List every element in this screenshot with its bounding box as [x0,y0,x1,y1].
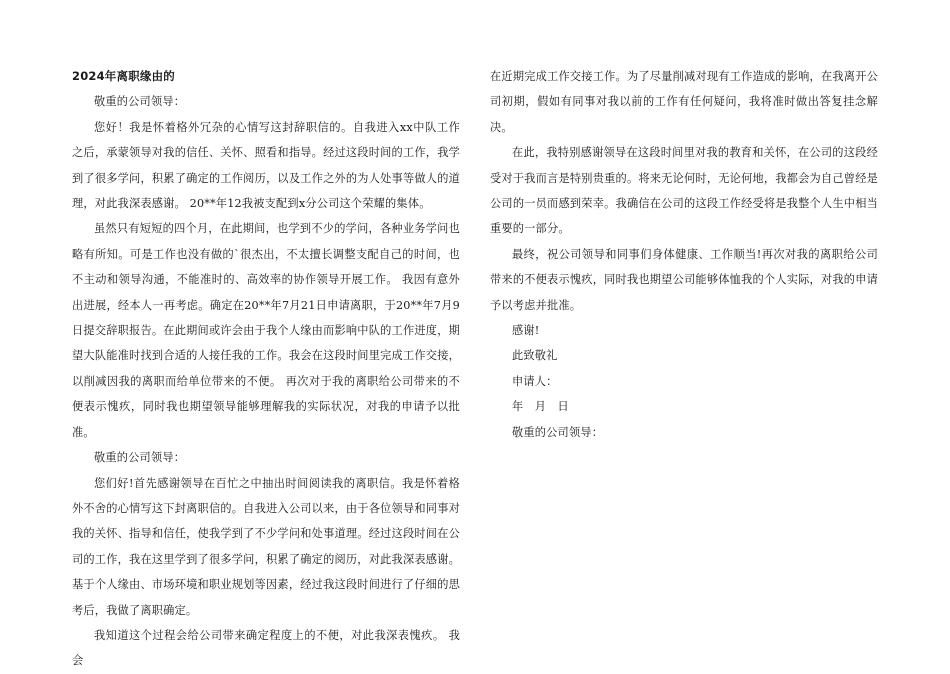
paragraph: 在此，我特别感谢领导在这段时间里对我的教育和关怀，在公司的这段经受对于我而言是特别贵重的。将来无论何时，无论何地，我都会为自己曾经是公司的一员而感到荣幸。我确信在公司的这段工作经受将是我整个人生中相当重要的一部分。 [490,146,878,236]
date-line: 年 月 日 [512,400,569,414]
closing-thanks: 感谢! [512,324,540,338]
paragraph: 您们好!首先感谢领导在百忙之中抽出时间阅读我的离职信。我是怀着格外不舍的心情写这下封离职信的。自我进入公司以来，由于各位领导和同事对我的关怀、指导和信任，使我学到了不少学问和处事道理。经过这段时间在公司的工作，我在这里学到了很多学问，积累了确定的阅历，对此我深表感谢。 基于个人缘由、市场环境和职业规划等因素，经过我这段时间进行了仔细的思考后，我做了离职确定。 [72,476,460,617]
salutation: 敬重的公司领导： [94,95,186,109]
left-column [72,64,460,674]
document-title: 2024年离职缘由的 [72,69,176,83]
applicant-label: 申请人： [512,374,558,388]
paragraph-continued: 在近期完成工作交接工作。为了尽量削减对现有工作造成的影响，在我离开公司初期，假如有同事对我以前的工作有任何疑问，我将准时做出答复挂念解决。 [490,70,878,134]
closing-regards: 此致敬礼 [512,349,558,363]
paragraph: 您好！我是怀着格外冗杂的心情写这封辞职信的。自我进入xx中队工作之后，承蒙领导对我的信任、关怀、照看和指导。经过这段时间的工作，我学到了很多学问，积累了确定的工作阅历，以及工作之外的为人处事等做人的道理，对此我深表感谢。 20**年12我被支配到x分公司这个荣耀的集体。 [72,120,460,211]
right-column [490,64,878,445]
salutation: 敬重的公司领导： [512,425,604,439]
paragraph: 虽然只有短短的四个月，在此期间，也学到不少的学问，各种业务学问也略有所知。可是工作也没有做的`很杰出，不太擅长调整支配自己的时间，也不主动和领导沟通，不能准时的、高效率的协作领导开展工作。 我因有意外出进展，经本人一再考虑。确定在20**年7月21日申请离职，于20**年7月9日提交辞职报告。在此期间或许会由于我个人缘由而影响中队的工作进度，期望大队能准时找到合适的人接任我的工作。我会在这段时间里完成工作交接，以削减因我的离职而给单位带来的不便。 再次对于我的离职给公司带来的不便表示愧疚，同时我也期望领导能够理解我的实际状况，对我的申请予以批准。 [72,222,460,439]
salutation: 敬重的公司领导： [94,451,186,465]
paragraph: 我知道这个过程会给公司带来确定程度上的不便，对此我深表愧疚。 我会 [72,628,460,668]
paragraph: 最终，祝公司领导和同事们身体健康、工作顺当!再次对我的离职给公司带来的不便表示愧疚，同时我也期望公司能够体恤我的个人实际，对我的申请予以考虑并批准。 [490,247,878,312]
